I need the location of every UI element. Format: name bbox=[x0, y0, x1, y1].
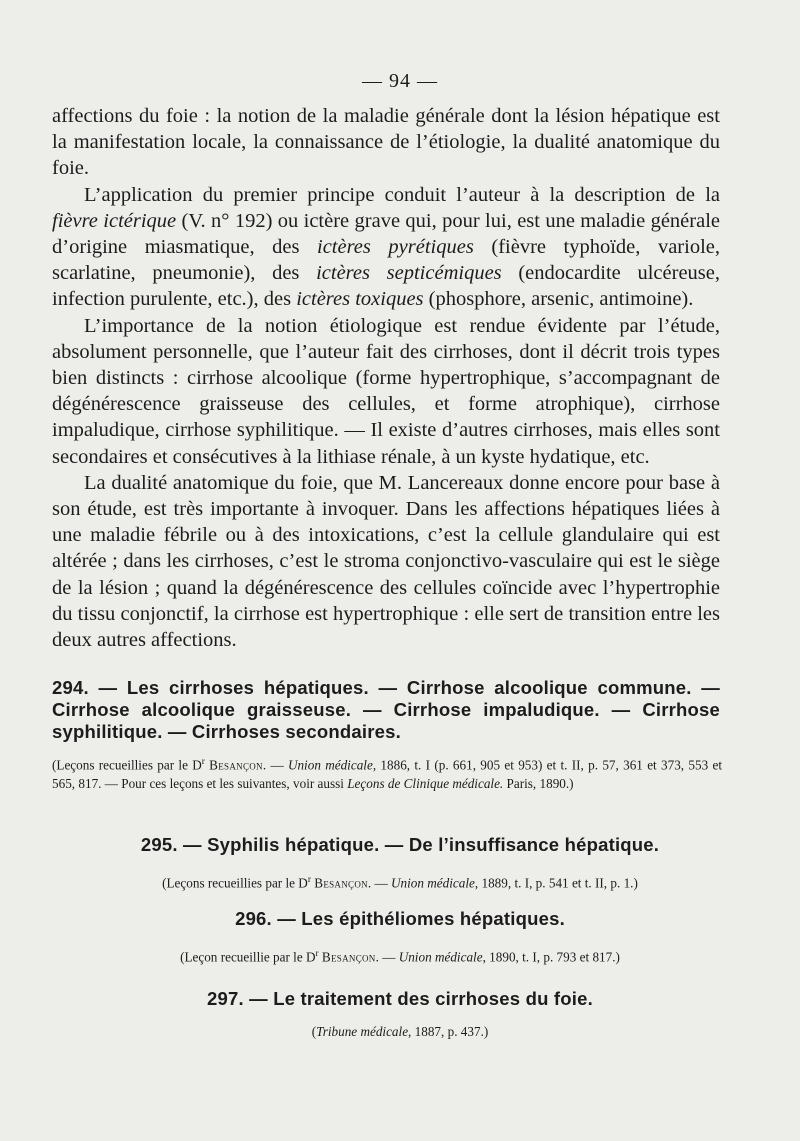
text-run: , 1887, p. 437.) bbox=[408, 1024, 489, 1039]
paragraph bbox=[52, 313, 720, 470]
text-run: . — bbox=[262, 757, 288, 773]
text-run: Besançon bbox=[314, 875, 368, 891]
text-run: L’application du premier principe conduit l’auteur à la description de la bbox=[84, 183, 720, 206]
text-run: (V. n° 192) ou ictère grave qui, pour lui, est une maladie générale d’origine miasmatique, des bbox=[52, 209, 720, 259]
page-number: — 94 — bbox=[362, 70, 438, 92]
text-run: , 1890, t. I, p. 793 et 817.) bbox=[482, 949, 620, 965]
italic-text: ictères septicémiques bbox=[316, 262, 502, 285]
text-run: (phosphore, arsenic, antimoine). bbox=[423, 288, 694, 311]
italic-text: Tribune médicale bbox=[316, 1024, 409, 1039]
italic-text: Union médicale bbox=[398, 949, 483, 965]
paragraph bbox=[52, 182, 720, 313]
section-heading-295: 295. — Syphilis hépatique. — De l’insuffisance hépatique. bbox=[140, 834, 660, 855]
section-reference-297 bbox=[0, 1022, 800, 1041]
text-run: r bbox=[201, 756, 205, 766]
section-reference-295 bbox=[0, 870, 800, 892]
italic-text: ictères pyrétiques bbox=[317, 236, 474, 259]
section-heading-297: 297. — Le traitement des cirrhoses du foie. bbox=[207, 988, 593, 1009]
section-reference-294 bbox=[52, 752, 722, 793]
text-run: . — bbox=[375, 949, 399, 965]
italic-text: fièvre ictérique bbox=[52, 209, 177, 232]
text-run: Besançon bbox=[209, 757, 263, 773]
paragraph bbox=[52, 103, 720, 182]
text-run: (Leçons recueillies par le D bbox=[52, 757, 202, 773]
text-run: Besançon bbox=[321, 949, 376, 965]
text-run: affections du foie : la notion de la maladie générale dont la lésion hépatique est la manifestation locale, la connaissance de l’étiologie, la dualité anatomique du foie. bbox=[52, 105, 720, 180]
text-run: r bbox=[307, 874, 311, 884]
section-reference-296 bbox=[0, 944, 800, 966]
italic-text: Leçons de Clinique médicale. bbox=[347, 776, 504, 792]
section-heading-296: 296. — Les épithéliomes hépatiques. bbox=[235, 908, 565, 929]
paragraph bbox=[52, 470, 720, 653]
text-run: L’importance de la notion étiologique est rendue évidente par l’étude, absolument personnelle, que l’auteur fait des cirrhoses, dont il décrit trois types bien distincts : cirrhose alcoolique (forme hypertrophique, s’accompagnant de dégénérescence graisseuse des cellules, et forme atrophique), cirrhose impaludique, cirrhose syphilitique. — Il existe d’autres cirrhoses, mais elles sont secondaires et consécutives à la lithiase rénale, à un kyste hydatique, etc. bbox=[52, 314, 720, 468]
body-text bbox=[52, 103, 720, 653]
section-heading-294: 294. — Les cirrhoses hépatiques. — Cirrhose alcoolique commune. — Cirrhose alcoolique graisseuse. — Cirrhose impaludique. — Cirrhose syphilitique. — Cirrhoses secondaires. bbox=[52, 677, 720, 742]
text-run: r bbox=[315, 948, 319, 958]
text-run: , 1889, t. I, p. 541 et t. II, p. 1.) bbox=[474, 875, 638, 891]
italic-text: Union médicale bbox=[391, 875, 475, 891]
italic-text: Union médicale bbox=[287, 757, 373, 773]
text-run: (endocardite ulcéreuse, infection purulente, etc.), des bbox=[52, 262, 720, 311]
text-run: La dualité anatomique du foie, que M. Lancereaux donne encore pour base à son étude, est très importante à invoquer. Dans les affections hépatiques liées à une maladie fébrile ou à des intoxications, c’est la cellule glandulaire qui est altérée ; dans les cirrhoses, c’est le stroma conjonctivo-vasculaire qui est le siège de la lésion ; quand la dégénérescence des cellules coïncide avec l’hypertrophie du tissu conjonctif, la cirrhose est hypertrophique : elle sert de transition entre les deux autres affections. bbox=[52, 471, 720, 652]
text-run: (Leçon recueillie par le D bbox=[180, 949, 316, 965]
text-run: (Leçons recueillies par le D bbox=[162, 875, 308, 891]
text-run: (fièvre typhoïde, variole, scarlatine, pneumonie), des bbox=[52, 236, 720, 285]
text-run: . — bbox=[367, 875, 391, 891]
text-run: , 1886, t. I (p. 661, 905 et 953) et t. II, p. 57, 361 et 373, 553 et 565, 817. — Pour ces leçons et les suivantes, voir aussi bbox=[52, 757, 723, 792]
text-run: Paris, 1890.) bbox=[503, 776, 574, 792]
italic-text: ictères toxiques bbox=[296, 288, 424, 311]
text-run: ( bbox=[311, 1024, 317, 1039]
